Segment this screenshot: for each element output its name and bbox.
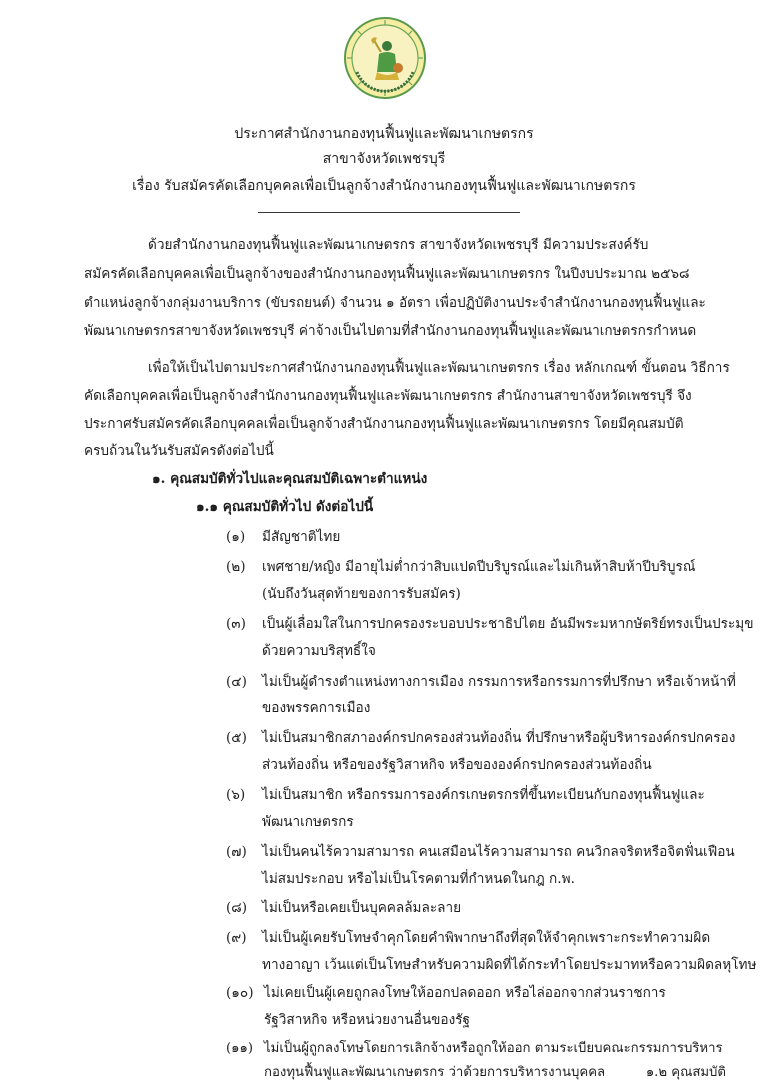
list-item-6-cont: พัฒนาเกษตรกร: [262, 814, 354, 830]
header-line-2: สาขาจังหวัดเพชรบุรี: [322, 151, 446, 167]
list-item-10-cont: รัฐวิสาหกิจ หรือหน่วยงานอื่นของรัฐ: [264, 1012, 471, 1028]
list-item-1: [226, 527, 340, 547]
section-1-heading: ๑. คุณสมบัติทั่วไปและคุณสมบัติเฉพาะตำแหน่ง: [152, 471, 428, 487]
para1-line-4: พัฒนาเกษตรกรสาขาจังหวัดเพชรบุรี ค่าจ้างเป็นไปตามที่สำนักงานกองทุนฟื้นฟูและพัฒนาเกษตรกรกำหนด: [84, 323, 697, 339]
item-text: ไม่เคยเป็นผู้เคยถูกลงโทษให้ออกปลดออก หรือไล่ออกจากส่วนราชการ: [264, 985, 666, 1001]
list-item-4-cont: ของพรรคการเมือง: [262, 700, 371, 716]
item-number: (๗): [226, 844, 247, 860]
list-item-9-cont: ทางอาญา เว้นแต่เป็นโทษสำหรับความผิดที่ได้กระทำโดยประมาทหรือความผิดลหุโทษ: [262, 957, 757, 973]
para2-line-1: เพื่อให้เป็นไปตามประกาศสำนักงานกองทุนฟื้นฟูและพัฒนาเกษตรกร เรื่อง หลักเกณฑ์ ขั้นตอน วิธีการ: [148, 360, 730, 376]
list-item-7: [226, 842, 735, 862]
list-item-4: [226, 672, 736, 692]
item-text: เพศชาย/หญิง มีอายุไม่ต่ำกว่าสิบแปดปีบริบูรณ์และไม่เกินห้าสิบห้าปีบริบูรณ์: [262, 559, 696, 575]
agency-seal-logo: [343, 16, 427, 100]
para2-line-2: คัดเลือกบุคคลเพื่อเป็นลูกจ้างสำนักงานกองทุนฟื้นฟูและพัฒนาเกษตรกร สำนักงานสาขาจังหวัดเพชรบุรี จึง: [84, 388, 692, 404]
list-item-2: [226, 557, 695, 577]
list-item-9: [226, 928, 710, 948]
header-line-1: ประกาศสำนักงานกองทุนฟื้นฟูและพัฒนาเกษตรกร: [234, 126, 534, 142]
section-1-1-heading: ๑.๑ คุณสมบัติทั่วไป ดังต่อไปนี้: [196, 499, 374, 515]
item-text: ไม่เป็นคนไร้ความสามารถ คนเสมือนไร้ความสามารถ คนวิกลจริตหรือจิตฟั่นเฟือน: [262, 844, 735, 860]
item-number: (๑๑): [226, 1041, 254, 1056]
list-item-7-cont: ไม่สมประกอบ หรือไม่เป็นโรคตามที่กำหนดในกฎ ก.พ.: [262, 871, 575, 887]
item-number: (๒): [226, 559, 246, 575]
item-number: (๙): [226, 930, 247, 946]
list-item-3: [226, 614, 754, 634]
para1-line-2: สมัครคัดเลือกบุคคลเพื่อเป็นลูกจ้างของสำนักงานกองทุนฟื้นฟูและพัฒนาเกษตรกร ในปีงบประมาณ ๒๕๖๘: [84, 266, 690, 282]
para2-line-3: ประกาศรับสมัครคัดเลือกบุคคลเพื่อเป็นลูกจ้างสำนักงานกองทุนฟื้นฟูและพัฒนาเกษตรกร โดยมีคุณสมบัติ: [84, 416, 684, 432]
item-number: (๕): [226, 730, 247, 746]
item-text: ไม่เป็นผู้ถูกลงโทษโดยการเลิกจ้างหรือถูกให้ออก ตามระเบียบคณะกรรมการบริหาร: [264, 1041, 723, 1056]
para1-line-1: ด้วยสำนักงานกองทุนฟื้นฟูและพัฒนาเกษตรกร สาขาจังหวัดเพชรบุรี มีความประสงค์รับ: [148, 237, 649, 253]
list-item-6: [226, 785, 705, 805]
item-text: ไม่เป็นผู้ดำรงตำแหน่งทางการเมือง กรรมการหรือกรรมการที่ปรึกษา หรือเจ้าหน้าที่: [262, 674, 736, 690]
item-number: (๘): [226, 900, 248, 916]
header-subject: เรื่อง รับสมัครคัดเลือกบุคคลเพื่อเป็นลูกจ้างสำนักงานกองทุนฟื้นฟูและพัฒนาเกษตรกร: [132, 178, 636, 194]
item-number: (๔): [226, 674, 247, 690]
item-text: ไม่เป็นหรือเคยเป็นบุคคลล้มละลาย: [262, 900, 462, 916]
list-item-5: [226, 728, 735, 748]
item-number: (๓): [226, 616, 246, 632]
item-text: ไม่เป็นผู้เคยรับโทษจำคุกโดยคำพิพากษาถึงที่สุดให้จำคุกเพราะกระทำความผิด: [262, 930, 711, 946]
item-number: (๑): [226, 529, 246, 545]
item-text: เป็นผู้เลื่อมใสในการปกครองระบอบประชาธิปไตย อันมีพระมหากษัตริย์ทรงเป็นประมุข: [262, 616, 754, 632]
para1-line-3: ตำแหน่งลูกจ้างกลุ่มงานบริการ (ขับรถยนต์) จำนวน ๑ อัตรา เพื่อปฏิบัติงานประจำสำนักงานกองทุนฟื้นฟูและ: [84, 295, 706, 311]
list-item-5-cont: ส่วนท้องถิ่น หรือของรัฐวิสาหกิจ หรือขององค์กรปกครองส่วนท้องถิ่น: [262, 757, 652, 773]
para2-line-4: ครบถ้วนในวันรับสมัครดังต่อไปนี้: [84, 443, 274, 459]
header-divider: [258, 212, 520, 213]
continuation-marker: ๑.๒ คุณสมบัติ: [645, 1065, 726, 1080]
list-item-3-cont: ด้วยความบริสุทธิ์ใจ: [262, 643, 376, 659]
list-item-11: [226, 1039, 723, 1059]
list-item-8: [226, 898, 461, 918]
list-item-11-cont: กองทุนฟื้นฟูและพัฒนาเกษตรกร ว่าด้วยการบริหารงานบุคคล: [264, 1065, 606, 1080]
item-text: มีสัญชาติไทย: [262, 529, 341, 545]
item-number: (๑๐): [226, 985, 254, 1001]
item-text: ไม่เป็นสมาชิกสภาองค์กรปกครองส่วนท้องถิ่น ที่ปรึกษาหรือผู้บริหารองค์กรปกครอง: [262, 730, 736, 746]
list-item-10: [226, 983, 666, 1003]
item-text: ไม่เป็นสมาชิก หรือกรรมการองค์กรเกษตรกรที่ขึ้นทะเบียนกับกองทุนฟื้นฟูและ: [262, 787, 705, 803]
item-number: (๖): [226, 787, 246, 803]
list-item-2-cont: (นับถึงวันสุดท้ายของการรับสมัคร): [262, 586, 461, 602]
